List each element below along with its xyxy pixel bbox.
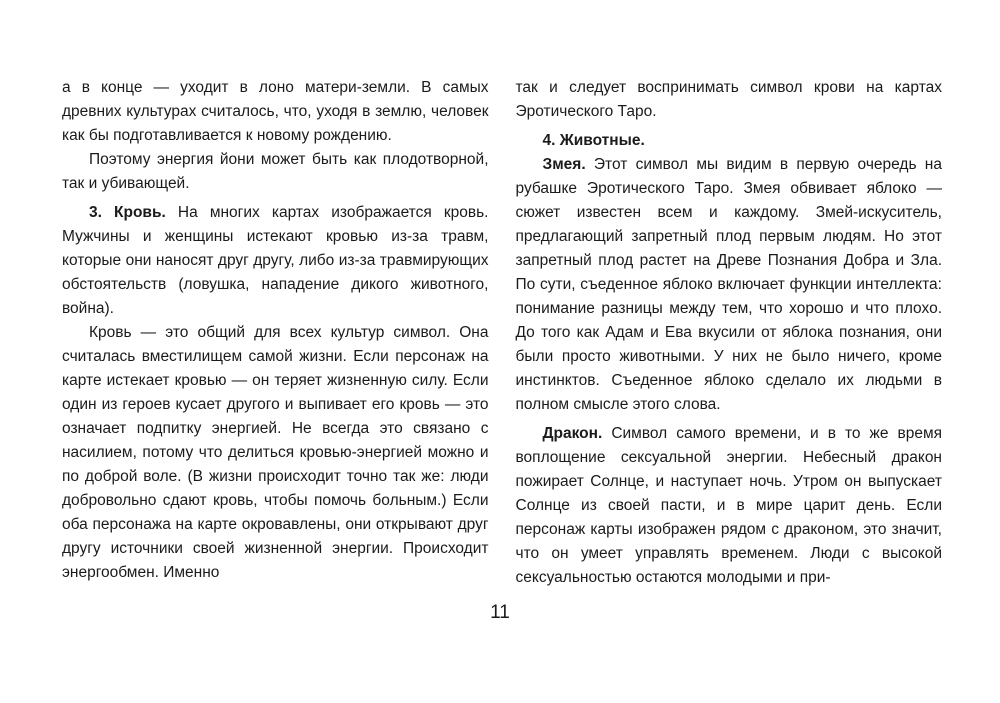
paragraph-lead: Дракон. [542,425,603,442]
paragraph [516,422,943,590]
paragraph-lead: 4. Животные. [542,132,645,149]
paragraph [516,153,943,417]
paragraph [62,321,489,585]
paragraph-text: Этот символ мы видим в первую очередь на рубашке Эротического Таро. Змея обвивает яблоко — сюжет известен всем и каждому. Змей-искуситель, предлагающий запретный плод первым людям. Но этот запретный плод растет на Древе Познания Добра и Зла. По сути, съеденное яблоко включает функции интеллекта: понимание разницы между тем, что хорошо и что плохо. До того как Адам и Ева вкусили от яблока познания, они были просто животными. У них не было ничего, кроме инстинктов. Съеденное яблоко сделало их людьми в полном смысле этого слова. [515,156,942,413]
text-columns [62,76,942,590]
page-footer [0,602,1000,624]
paragraph [62,201,489,321]
paragraph-text: Символ самого времени, и в то же время воплощение сексуальной энергии. Небесный дракон пожирает Солнце, и наступает ночь. Утром он выпускает Солнце из своей пасти, и в мире царит день. Если персонаж карты изображен рядом с драконом, это значит, что он умеет управлять временем. Люди с высокой сексуальностью остаются молодыми и при- [515,425,942,586]
paragraph-text: Кровь — это общий для всех культур символ. Она считалась вместилищем самой жизни. Если персонаж на карте истекает кровью — он теряет жизненную силу. Если один из героев кусает другого и выпивает его кровь — это означает подпитку энергией. Не всегда это связано с насилием, потому что делиться кровью-энергией можно и по доброй воле. (В жизни происходит точно так же: люди добровольно сдают кровь, чтобы помочь больным.) Если оба персонажа на карте окровавлены, они открывают друг другу источники своей жизненной энергии. Происходит энергообмен. Именно [62,324,489,581]
paragraph-lead: Змея. [542,156,586,173]
paragraph-text: так и следует воспринимать символ крови на картах Эротического Таро. [515,79,942,120]
page-number: 11 [490,602,510,623]
column-left [62,76,489,590]
column-right [516,76,943,590]
paragraph-text: На многих картах изображается кровь. Мужчины и женщины истекают кровью из-за травм, которые они наносят друг другу, либо из-за травмирующих обстоятельств (ловушка, нападение дикого животного, война). [62,204,489,317]
paragraph [62,148,489,196]
paragraph-text: а в конце — уходит в лоно матери-земли. В самых древних культурах считалось, что, уходя в землю, человек как бы подготавливается к новому рождению. [62,79,489,144]
paragraph [516,76,943,124]
paragraph [516,129,943,153]
paragraph-text: Поэтому энергия йони может быть как плодотворной, так и убивающей. [62,151,489,192]
paragraph-lead: 3. Кровь. [89,204,166,221]
paragraph [62,76,489,148]
